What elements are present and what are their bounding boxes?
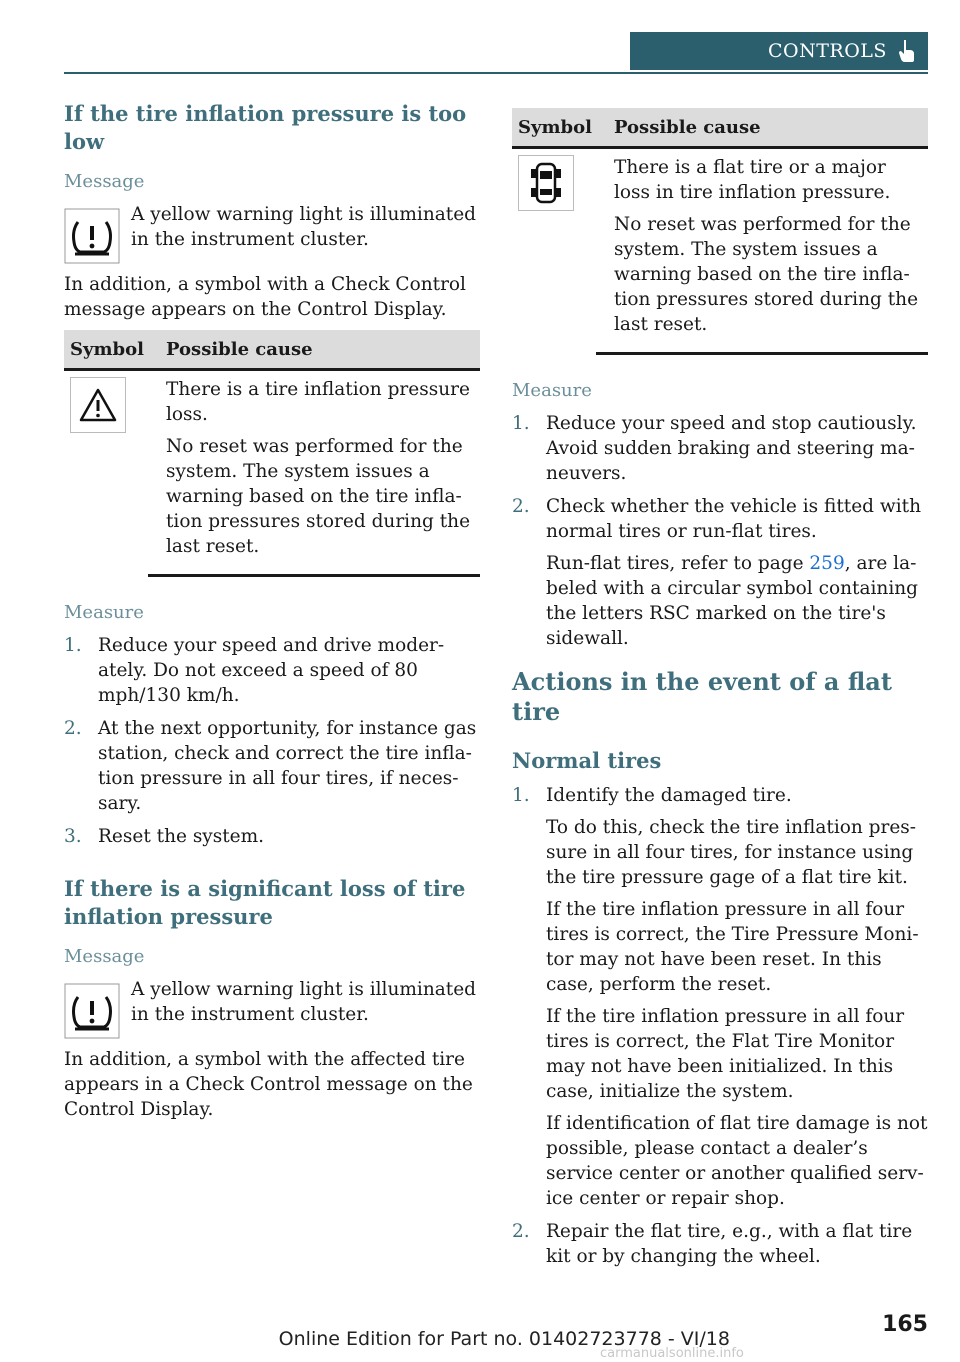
list-item: 2. Repair the flat tire, e.g., with a flat tire kit or by changing the wheel.: [512, 1221, 913, 1267]
table-header-cause: Possible cause: [160, 330, 480, 370]
section-heading-flat-tire: Actions in the event of a flat tire: [512, 667, 892, 726]
paragraph: In addition, a symbol with a Check Control message appears on the Control Display.: [64, 274, 466, 320]
car-flat-tire-icon: [518, 155, 574, 211]
cause-text: No reset was performed for the system. The system issues a warning based on the tire infla-tion pressures stored during the last reset.: [614, 214, 919, 335]
header-chapter-label: CONTROLS: [768, 40, 887, 62]
message-row: [64, 977, 480, 1047]
symbol-table: [64, 330, 480, 574]
watermark: carmanualsonline.info: [600, 1346, 744, 1361]
table-header-cause: Possible cause: [608, 108, 928, 148]
subheading-normal-tires: Normal tires: [512, 748, 662, 773]
page-header: [64, 32, 928, 74]
list-item: 2. Check whether the vehicle is fitted with normal tires or run-flat tires. Run-flat tires, refer to page 259, are la-beled with a circular symbol containing the letters RSC marked on the tire's sidewall.: [512, 496, 921, 649]
table-row: [64, 370, 480, 575]
header-chapter-tab: [630, 32, 928, 70]
message-text: A yellow warning light is illuminated in the instrument cluster.: [131, 979, 476, 1025]
table-bottom-rule: [596, 352, 928, 355]
paragraph: In addition, a symbol with the affected tire appears in a Check Control message on the Control Display.: [64, 1049, 473, 1120]
section-heading-low-pressure: If the tire inflation pressure is too low: [64, 101, 467, 154]
left-column: [64, 100, 480, 1122]
cause-text: There is a tire inflation pressure loss.: [166, 379, 470, 425]
measure-steps: [512, 411, 928, 651]
table-header-symbol: Symbol: [64, 330, 160, 370]
measure-label: Measure: [512, 380, 592, 401]
message-label: Message: [64, 171, 145, 192]
list-item: 1. Reduce your speed and stop cautiously. Avoid sudden braking and steering ma-neuvers.: [512, 413, 917, 484]
symbol-table: [512, 108, 928, 352]
cause-text: No reset was performed for the system. The system issues a warning based on the tire infla-tion pressures stored during the last reset.: [166, 436, 471, 557]
measure-steps: [64, 633, 480, 849]
table-bottom-rule: [148, 574, 480, 577]
message-row: [64, 202, 480, 272]
section-heading-significant-loss: If there is a significant loss of tire inflation pressure: [64, 876, 466, 929]
message-text: A yellow warning light is illuminated in the instrument cluster.: [131, 204, 476, 250]
list-item: 1. Identify the damaged tire. To do this, check the tire inflation pres-sure in all four tires, for instance using the tire pressure gage of a flat tire kit. If the tire inflation pressure in all four tires is correct, the Tire Pressure Moni-tor may not have been reset. In this case, perform the reset. If the tire inflation pressure in all four tires is correct, the Flat Tire Monitor may not have been initialized. In this case, initialize the system. If identification of flat tire damage is not possible, please contact a dealer’s service center or another qualified serv-ice center or repair shop.: [512, 785, 928, 1209]
footer-edition: Online Edition for Part no. 01402723778 - VI/18: [278, 1328, 730, 1350]
table-header-symbol: Symbol: [512, 108, 608, 148]
page-reference-link[interactable]: 259: [809, 553, 845, 574]
message-label: Message: [64, 946, 145, 967]
flat-tire-steps: [512, 783, 928, 1269]
list-item: 3. Reset the system.: [64, 826, 265, 847]
tire-pressure-warning-icon: [64, 208, 120, 264]
pointing-hand-icon: [896, 38, 918, 64]
cause-text: There is a flat tire or a major loss in tire inflation pressure.: [614, 157, 891, 203]
measure-label: Measure: [64, 602, 144, 623]
list-item: 2. At the next opportunity, for instance gas station, check and correct the tire infla-tion pressure in all four tires, if neces-sary.: [64, 718, 477, 814]
warning-triangle-icon: [70, 377, 126, 433]
page-number: 165: [882, 1312, 928, 1337]
tire-pressure-warning-icon: [64, 983, 120, 1039]
list-item: 1. Reduce your speed and drive moder-ately. Do not exceed a speed of 80 mph/130 km/h.: [64, 635, 445, 706]
right-column: [512, 108, 928, 1277]
table-row: [512, 148, 928, 353]
